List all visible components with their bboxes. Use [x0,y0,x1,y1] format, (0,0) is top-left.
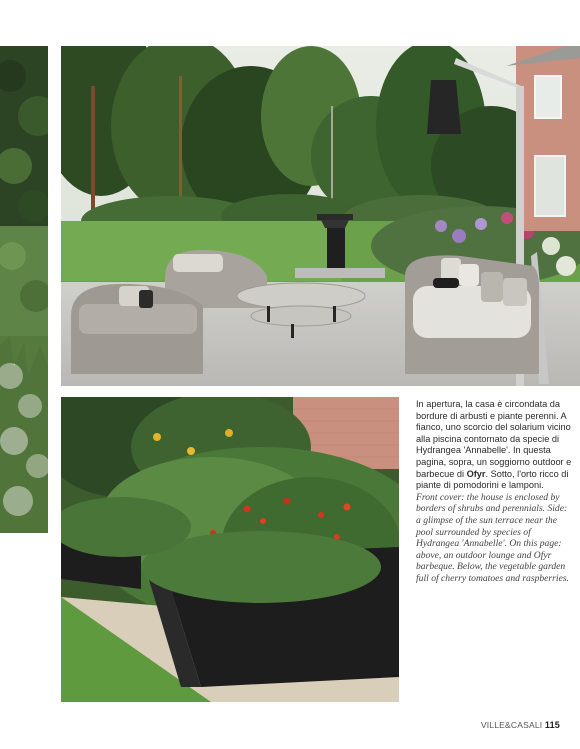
caption-english: Front cover: the house is enclosed by borders of shrubs and perennials. Side: a glimpse of the sun terrace near the pool surrounded by species of Hydrangea 'Annabelle'. On this page: above, an outdoor lounge and Ofyr barbeque. Below, the vegetable garden full of cherry tomatoes and raspberries. [416,491,569,584]
outdoor-lounge-photo [61,46,580,386]
caption-italian: In apertura, la casa è circondata da bordure di arbusti e piante perenni. A fianco, uno scorcio del solarium vicino alla piscina contornato da specie di Hydrangea 'Annabelle'. In questa pagina, sopra, un soggiorno outdoor e barbecue di Ofyr. Sotto, l'orto ricco di piante di pomodorini e lamponi. [416,399,572,491]
page-number: 115 [544,720,560,730]
caption-brand: Ofyr [466,468,486,479]
hydrangea-border-photo [0,46,48,533]
vegetable-garden-photo [61,397,399,702]
photo-caption [416,399,572,585]
magazine-name: VILLE&CASALI [480,720,543,730]
page-folio [481,720,560,730]
